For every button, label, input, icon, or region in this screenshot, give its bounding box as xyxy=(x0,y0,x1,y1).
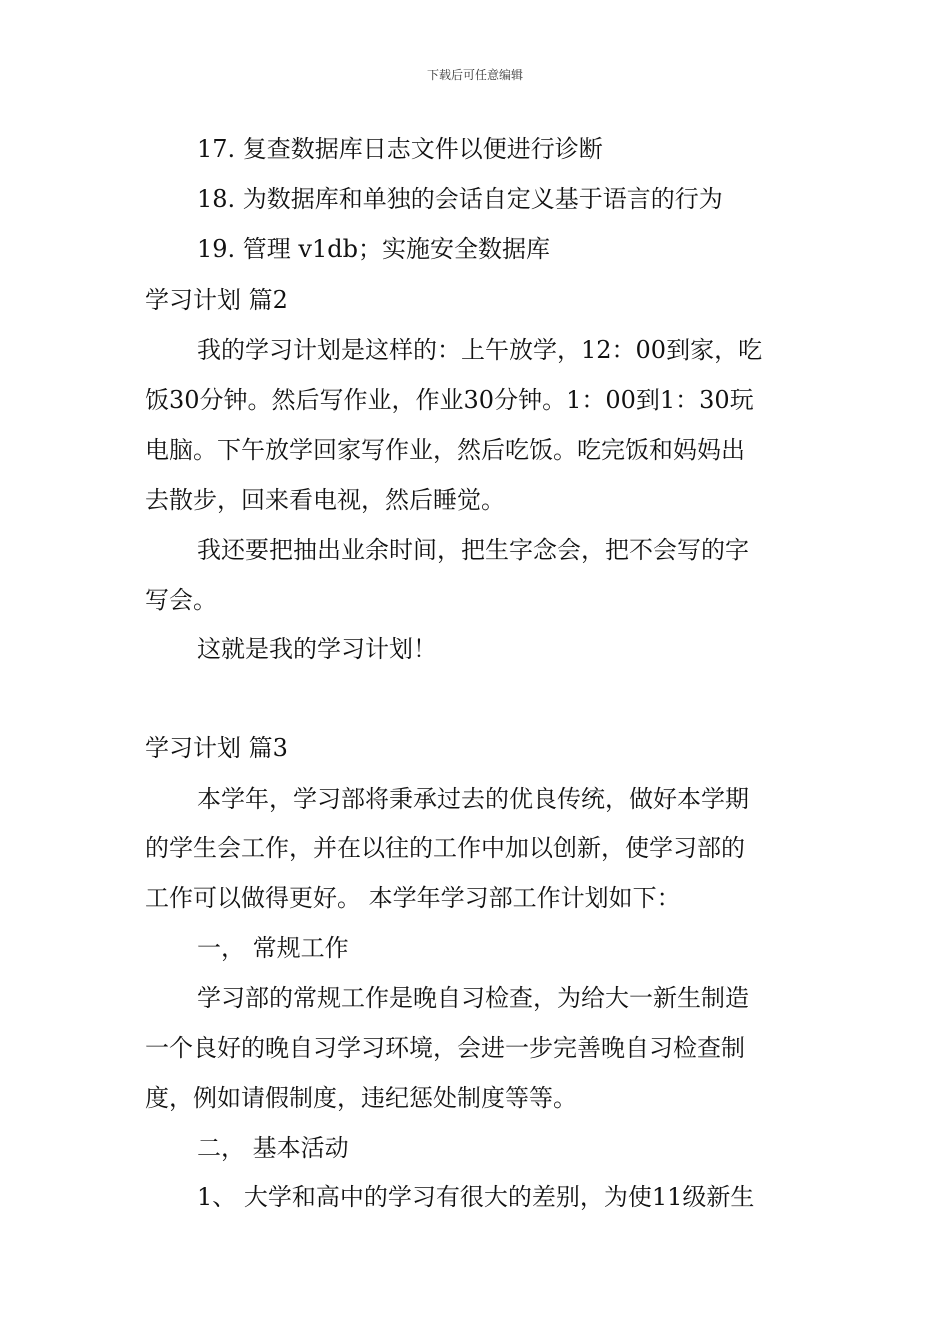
paragraph-line: 一个良好的晚自习学习环境，会进一步完善晚自习检查制 xyxy=(145,1034,745,1062)
paragraph-line: 本学年，学习部将秉承过去的优良传统，做好本学期 xyxy=(197,785,749,813)
list-item-17: 17. 复查数据库日志文件以便进行诊断 xyxy=(197,135,603,163)
paragraph-line: 这就是我的学习计划！ xyxy=(197,635,437,663)
paragraph-line: 工作可以做得更好。 本学年学习部工作计划如下： xyxy=(145,884,681,912)
paragraph-line: 的学生会工作，并在以往的工作中加以创新，使学习部的 xyxy=(145,834,745,862)
paragraph-line: 我的学习计划是这样的：上午放学，12：00到家，吃 xyxy=(197,336,763,364)
subheading-basic-activities: 二， 基本活动 xyxy=(197,1134,349,1162)
section-heading-2: 学习计划 篇2 xyxy=(145,286,288,314)
paragraph-line: 学习部的常规工作是晚自习检查，为给大一新生制造 xyxy=(197,984,749,1012)
paragraph-line: 去散步，回来看电视，然后睡觉。 xyxy=(145,486,505,514)
list-item-18: 18. 为数据库和单独的会话自定义基于语言的行为 xyxy=(197,185,723,213)
paragraph-line: 饭30分钟。然后写作业，作业30分钟。1：00到1：30玩 xyxy=(145,386,754,414)
section-heading-3: 学习计划 篇3 xyxy=(145,734,288,762)
paragraph-line: 1、 大学和高中的学习有很大的差别，为使11级新生 xyxy=(197,1183,755,1211)
paragraph-line: 度，例如请假制度，违纪惩处制度等等。 xyxy=(145,1084,577,1112)
page-header: 下载后可任意编辑 xyxy=(426,68,523,82)
list-item-19: 19. 管理 v1db；实施安全数据库 xyxy=(197,235,550,263)
paragraph-line: 我还要把抽出业余时间，把生字念会，把不会写的字 xyxy=(197,536,749,564)
paragraph-line: 写会。 xyxy=(145,586,217,614)
subheading-routine-work: 一， 常规工作 xyxy=(197,934,349,962)
paragraph-line: 电脑。下午放学回家写作业，然后吃饭。吃完饭和妈妈出 xyxy=(145,436,745,464)
